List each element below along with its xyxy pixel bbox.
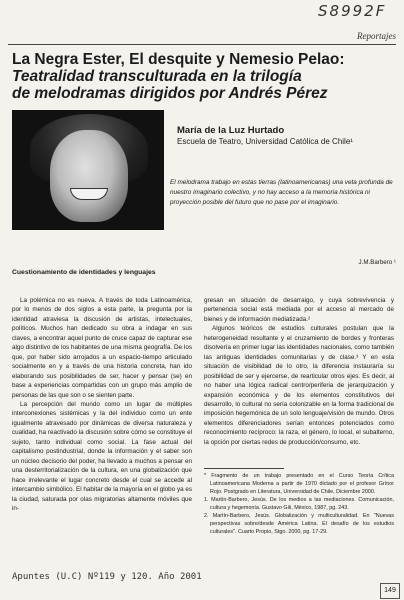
title-line-3: de melodramas dirigidos por Andrés Pérez xyxy=(12,85,328,102)
footnote-rule xyxy=(204,468,284,469)
author-name: María de la Luz Hurtado xyxy=(177,125,285,136)
paragraph: La percepción del mundo como un lugar de múltiples interconexiones sistémicas y la del individuo como un ente igualmente atravesado por dinámicas de diversa naturaleza y cualidad, ha reactivado la discusión sobre cómo se constituye el sujeto, tanto individual como social. La fase actual del capitalismo postindustrial, donde la información y el saber son un núcleo decisorio del poder, ha llevado a muchos a pensar en una desterritorialización de la cultura, en una globalización que hace irrelevante el lugar concreto desde el cual se accede al intercambio simbólico. El habitar de la mayoría en el globo ya es la ciudad, saturada por olas migratorias altamente móviles que in- xyxy=(12,400,192,512)
footnotes xyxy=(204,472,394,536)
epigraph: El melodrama trabajo en estas tierras (latinoamericanas) una veta profunda de nuestro imaginario colectivo, y no hay acceso a la memoria histórica ni proyección posible del futuro que no pase por el imaginario. xyxy=(170,179,393,206)
body-column-1 xyxy=(12,296,192,513)
author-photo xyxy=(12,110,164,230)
footnote: * Fragmento de un trabajo presentado en el Curso Teoría Crítica Latinoamericana Moderna a partir de 1970 dictado por el profesor Grínor Rojo. Postgrado en Literatura, Universidad de Chile, Diciembre 2000. xyxy=(204,473,394,495)
section-subheading: Cuestionamiento de identidades y lenguajes xyxy=(12,269,156,276)
footnote: 1. Martín-Barbero, Jesús. De los medios a las mediaciones. Comunicación, cultura y hegemonía. Gustavo Gili, México, 1987, pg. 243. xyxy=(204,497,394,511)
page-number: 149 xyxy=(380,583,400,599)
paragraph: Algunos teóricos de estudios culturales postulan que la heterogeneidad resultante y el cruzamiento de bordes y fronteras disolvería en primer lugar las identidades nacionales, como también las antiguas identidades comunitarias y de clase.³ Y en esta situación de visibilidad de lo otro, la diferencia instauraría su posibilidad de ser y ejercerse, de rearticular otros ejes. Es decir, al no haber una lógica radical centro/periferia de jerarquización y expansión económica y de los elementos constitutivos del desarrollo, lo cultural no sería colonizable en la forma tradicional de imposición hegemónica de un solo lenguaje/visión de mundo. Otros elementos diferenciadores serían entonces potenciados como reconocimiento recíproco: la raza, el género, lo local, el subalterno, la opción por ciertas redes de producción/consumo, etc. xyxy=(204,325,394,446)
paragraph: La polémica no es nueva. A través de toda Latinoamérica, por lo menos de dos siglos a esta parte, la pregunta por la identidad atraviesa la discusión de artistas, intelectuales, políticos. Muchos han dedicado su obra a indagar en sus claves, a encontrar aquel punto de cruce capaz de capturar ese algo distintivo de los habitantes de una misma geografía. De los que, por haber sido arrojados a un espacio-tiempo articulado socialmente en y a través de una historia concreta, han ido elaborando sus posibilidades de ser, hacer y pensar (se) en base a experiencias compartidas con un grupo más amplio de personas de las que son o se sienten parte. xyxy=(12,297,192,399)
handwritten-catalog-code: S8992F xyxy=(318,2,387,20)
paragraph: gresan en situación de desarraigo, y cuya sobrevivencia y pertenencia social está mediada por el acceso al mercado de bienes y de información mediatizada.² xyxy=(204,297,394,323)
article-title xyxy=(12,51,397,102)
journal-footer: Apuntes (U.C) Nº119 y 120. Año 2001 xyxy=(12,572,202,582)
footnote: 2. Martín-Barbero, Jesús. Globalización y multiculturalidad. En "Nuevas perspectivas sobre/desde América Latina. El desafío de los estudios culturales". Cuarto Propio, Stgo. 2000, pg. 17-29. xyxy=(204,513,394,535)
title-line-1: La Negra Ester, El desquite y Nemesio Pelao: xyxy=(12,51,345,68)
body-column-2 xyxy=(204,296,394,447)
header-rule xyxy=(8,44,396,45)
epigraph-source: J.M.Barbero ¹ xyxy=(358,259,396,266)
photo-smile xyxy=(70,188,108,200)
photo-face xyxy=(50,130,128,222)
author-affiliation: Escuela de Teatro, Universidad Católica de Chile¹ xyxy=(177,137,353,146)
title-line-2: Teatralidad transculturada en la trilogía xyxy=(12,68,302,85)
section-label: Reportajes xyxy=(357,31,396,41)
